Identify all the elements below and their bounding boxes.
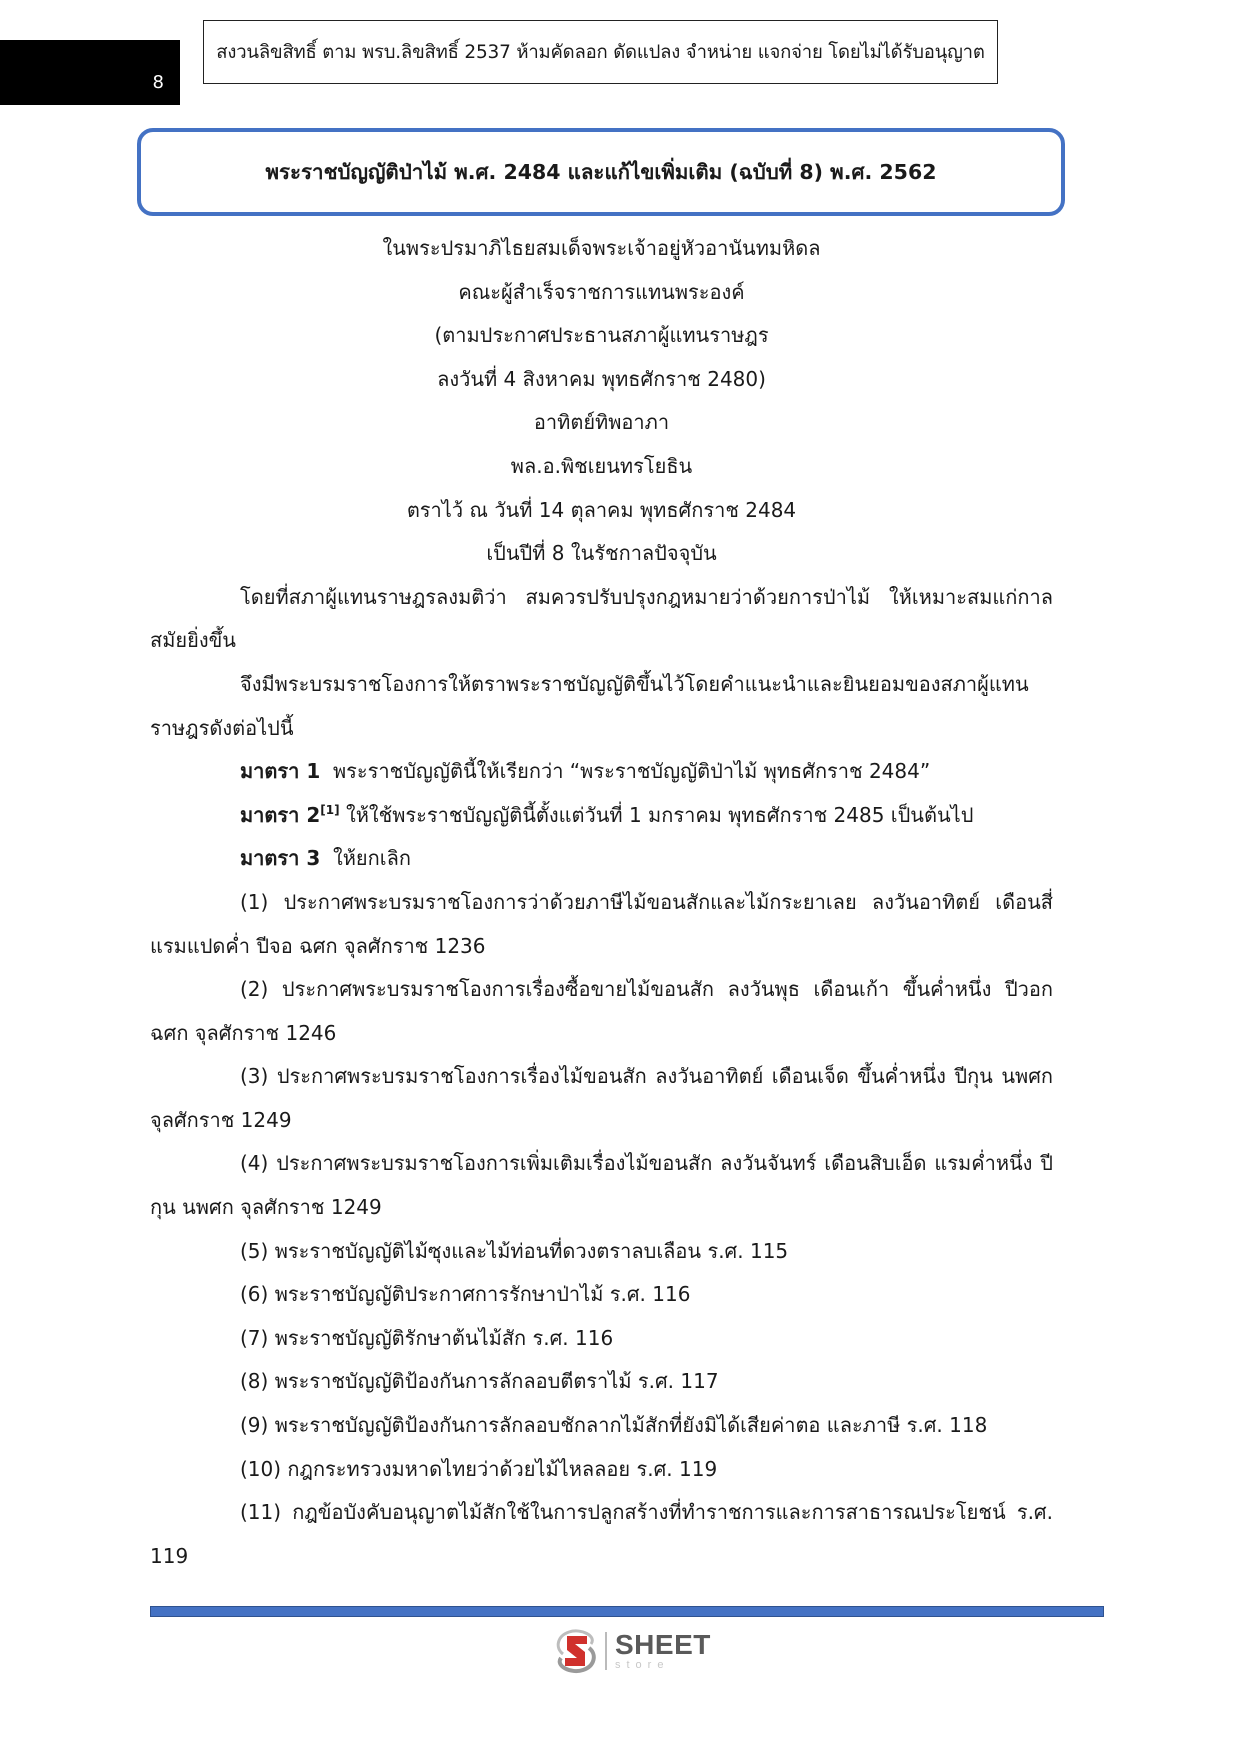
section-3 [150,837,1053,881]
repealed-item: (8) พระราชบัญญัติป้องกันการลักลอบตีตราไม้ ร.ศ. 117 [240,1369,719,1394]
repealed-item: (11) กฎข้อบังคับอนุญาตไม้สักใช้ในการปลูกสร้างที่ทำราชการและการสาธารณประโยชน์ ร.ศ. 119 [150,1500,1053,1568]
preamble-line: ตราไว้ ณ วันที่ 14 ตุลาคม พุทธศักราช 2484 [406,497,797,522]
preamble-line: เป็นปีที่ 8 ในรัชกาลปัจจุบัน [486,541,717,566]
repealed-item: (7) พระราชบัญญัติรักษาต้นไม้สัก ร.ศ. 116 [240,1325,614,1350]
sheet-store-s-icon [553,1628,599,1674]
document-body [150,227,1053,1578]
preamble-line: พล.อ.พิชเยนทรโยธิน [510,453,693,478]
repealed-item: (1) ประกาศพระบรมราชโองการว่าด้วยภาษีไม้ขอนสักและไม้กระยาเลย ลงวันอาทิตย์ เดือนสี่ แรมแปดค่ำ ปีจอ ฉศก จุลศักราช 1236 [150,889,1053,958]
page-number-tab [0,40,180,105]
logo-divider [605,1632,607,1670]
repealed-item: (3) ประกาศพระบรมราชโองการเรื่องไม้ขอนสัก ลงวันอาทิตย์ เดือนเจ็ด ขึ้นค่ำหนึ่ง ปีกุน นพศก จุลศักราช 1249 [150,1064,1053,1132]
copyright-notice: สงวนลิขสิทธิ์ ตาม พรบ.ลิขสิทธิ์ 2537 ห้ามคัดลอก ดัดแปลง จำหน่าย แจกจ่าย โดยไม่ได้รับอนุญาต [216,41,985,63]
document-title: พระราชบัญญัติป่าไม้ พ.ศ. 2484 และแก้ไขเพิ่มเติม (ฉบับที่ 8) พ.ศ. 2562 [265,159,937,184]
section-text: พระราชบัญญัตินี้ให้เรียกว่า “พระราชบัญญัติป่าไม้ พุทธศักราช 2484” [332,759,931,784]
preamble-line: ลงวันที่ 4 สิงหาคม พุทธศักราช 2480) [437,366,766,391]
section-1 [150,750,1053,794]
section-2 [150,794,1053,838]
preamble-line: อาทิตย์ทิพอาภา [533,410,670,435]
footnote-ref[interactable]: [1] [320,802,340,817]
copyright-notice-box [203,20,998,84]
page-number: 8 [152,72,164,93]
logo-subword: store [615,1659,670,1671]
section-label: มาตรา 1 [240,759,321,784]
footer-rule [150,1606,1104,1617]
title-box [137,128,1065,216]
repealed-item: (2) ประกาศพระบรมราชโองการเรื่องซื้อขายไม้ขอนสัก ลงวันพุธ เดือนเก้า ขึ้นค่ำหนึ่ง ปีวอก ฉศก จุลศักราช 1246 [150,977,1053,1045]
paragraph: จึงมีพระบรมราชโองการให้ตราพระราชบัญญัติขึ้นไว้โดยคำแนะนำและยินยอมของสภาผู้แทนราษฎรดังต่อไปนี้ [150,671,1029,740]
preamble-line: (ตามประกาศประธานสภาผู้แทนราษฎร [434,323,769,348]
paragraph: โดยที่สภาผู้แทนราษฎรลงมติว่า สมควรปรับปรุงกฎหมายว่าด้วยการป่าไม้ ให้เหมาะสมแก่กาลสมัยยิ่งขึ้น [150,584,1053,653]
repealed-item: (4) ประกาศพระบรมราชโองการเพิ่มเติมเรื่องไม้ขอนสัก ลงวันจันทร์ เดือนสิบเอ็ด แรมค่ำหนึ่ง ปีกุน นพศก จุลศักราช 1249 [150,1151,1053,1220]
sheet-store-logo [553,1628,711,1674]
logo-word: SHEET [615,1629,711,1660]
section-text: ให้ใช้พระราชบัญญัตินี้ตั้งแต่วันที่ 1 มกราคม พุทธศักราช 2485 เป็นต้นไป [345,802,974,827]
repealed-item: (10) กฎกระทรวงมหาดไทยว่าด้วยไม้ไหลลอย ร.ศ. 119 [240,1456,718,1481]
section-label: มาตรา 3 [240,846,321,871]
section-text: ให้ยกเลิก [332,846,411,871]
section-label: มาตรา 2 [240,802,321,827]
preamble-line: คณะผู้สำเร็จราชการแทนพระองค์ [458,279,745,304]
preamble-line: ในพระปรมาภิไธยสมเด็จพระเจ้าอยู่หัวอานันทมหิดล [382,236,821,260]
repealed-item: (5) พระราชบัญญัติไม้ซุงและไม้ท่อนที่ดวงตราลบเลือน ร.ศ. 115 [240,1238,789,1263]
repealed-item: (9) พระราชบัญญัติป้องกันการลักลอบชักลากไม้สักที่ยังมิได้เสียค่าตอ และภาษี ร.ศ. 118 [240,1413,988,1438]
repealed-item: (6) พระราชบัญญัติประกาศการรักษาป่าไม้ ร.ศ. 116 [240,1282,691,1307]
